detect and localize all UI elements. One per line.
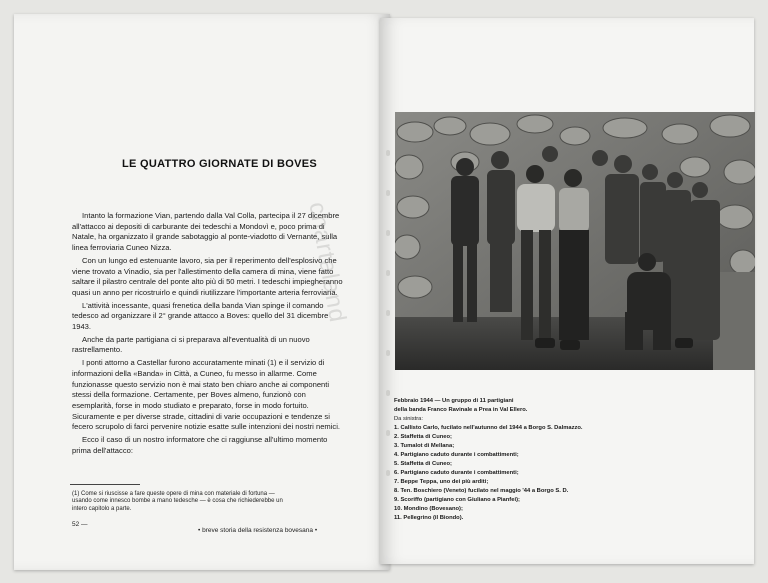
list-item: 10. Mondino (Bovesano); xyxy=(394,506,463,512)
watermark: chartaland xyxy=(303,200,352,325)
list-item: 7. Beppe Teppa, uno dei più arditi; xyxy=(394,479,489,485)
list-item: 4. Partigiano caduto durante i combattimenti; xyxy=(394,452,519,458)
paragraph: Con un lungo ed estenuante lavoro, sia per il reperimento dell'esplosivo che viene trovato a Vinadio, sia per l'allestimento della camera di mina, viene fatto saltare il pilastro centrale del ponte alto più di 50 metri. I tedeschi impiegheranno quasi un anno per ricostruirlo e quindi riutilizzare l'importante arteria ferroviaria. xyxy=(72,255,343,297)
paragraph: Intanto la formazione Vian, partendo dalla Val Colla, partecipa il 27 dicembre all'attacco ai depositi di carburante dei tedeschi a Mondovì e, poco prima di Natale, ha organizzato il grande sabotaggio al ponte-viadotto di Vernante, sulla linea ferroviaria Cuneo Nizza. xyxy=(72,211,340,253)
list-item: 3. Tumalot di Mellana; xyxy=(394,443,455,449)
caption-from-left: Da sinistra: xyxy=(394,416,423,422)
body-text xyxy=(72,211,346,458)
running-footer: • breve storia della resistenza bovesana • xyxy=(198,527,318,534)
page-number: 52 — xyxy=(72,521,88,528)
photo-image xyxy=(395,112,755,370)
people-list xyxy=(394,424,734,523)
list-item: 1. Callisto Carlo, fucilato nell'autunno del 1944 a Borgo S. Dalmazzo. xyxy=(394,425,583,431)
list-item: 9. Scoriffo (partigiano con Giuliano a Pianfei); xyxy=(394,497,520,503)
binding-holes xyxy=(386,150,392,530)
list-item: 8. Ten. Boschiero (Veneto) fucilato nel maggio '44 a Borgo S. D. xyxy=(394,488,569,494)
footnote: (1) Come si riuscisse a fare queste opere di mina con materiale di fortuna — usando come innesco bombe a mano tedesche — è cosa che richiederebbe un intero capitolo a parte. xyxy=(72,491,283,512)
paragraph: L'attività incessante, quasi frenetica della banda Vian spinge il comando tedesco ad organizzare il 2° grande attacco a Boves: quello del 31 dicembre 1943. xyxy=(72,300,329,332)
paragraph: Ecco il caso di un nostro informatore che ci raggiunse all'ultimo momento prima dell'attacco: xyxy=(72,435,328,455)
chapter-title: LE QUATTRO GIORNATE DI BOVES xyxy=(122,158,317,170)
caption-heading-line-2: della banda Franco Ravinale a Prea in Val Ellero. xyxy=(394,407,528,413)
footnote-divider xyxy=(70,484,140,485)
photo-caption xyxy=(394,397,734,523)
list-item: 5. Staffetta di Cuneo; xyxy=(394,461,452,467)
group-photo xyxy=(395,112,755,370)
paragraph: I ponti attorno a Castellar furono accuratamente minati (1) e il servizio di informazioni della «Banda» in Città, a Cuneo, fu messo in allarme. Come funzionasse questo servizio non è mai stato ben chiaro anche ai componenti stessi della formazione. Certamente, per Boves almeno, funzionò con esemplarità, forse in modo studiato e preparato, forse in modo fortuito. Sicuramente e per diverse strade, cittadini di varie occupazioni e tendenze si fecero scrupolo di farci pervenire notizie esatte sulle intenzioni dei nostri nemici. xyxy=(72,358,341,432)
paragraph: Anche da parte partigiana ci si preparava all'eventualità di un nuovo rastrellamento. xyxy=(72,334,310,355)
list-item: 2. Staffetta di Cuneo; xyxy=(394,434,452,440)
caption-heading-line-1: Febbraio 1944 — Un gruppo di 11 partigiani xyxy=(394,398,514,404)
list-item: 11. Pellegrino (il Biondo). xyxy=(394,515,464,521)
list-item: 6. Partigiano caduto durante i combattimenti; xyxy=(394,470,519,476)
